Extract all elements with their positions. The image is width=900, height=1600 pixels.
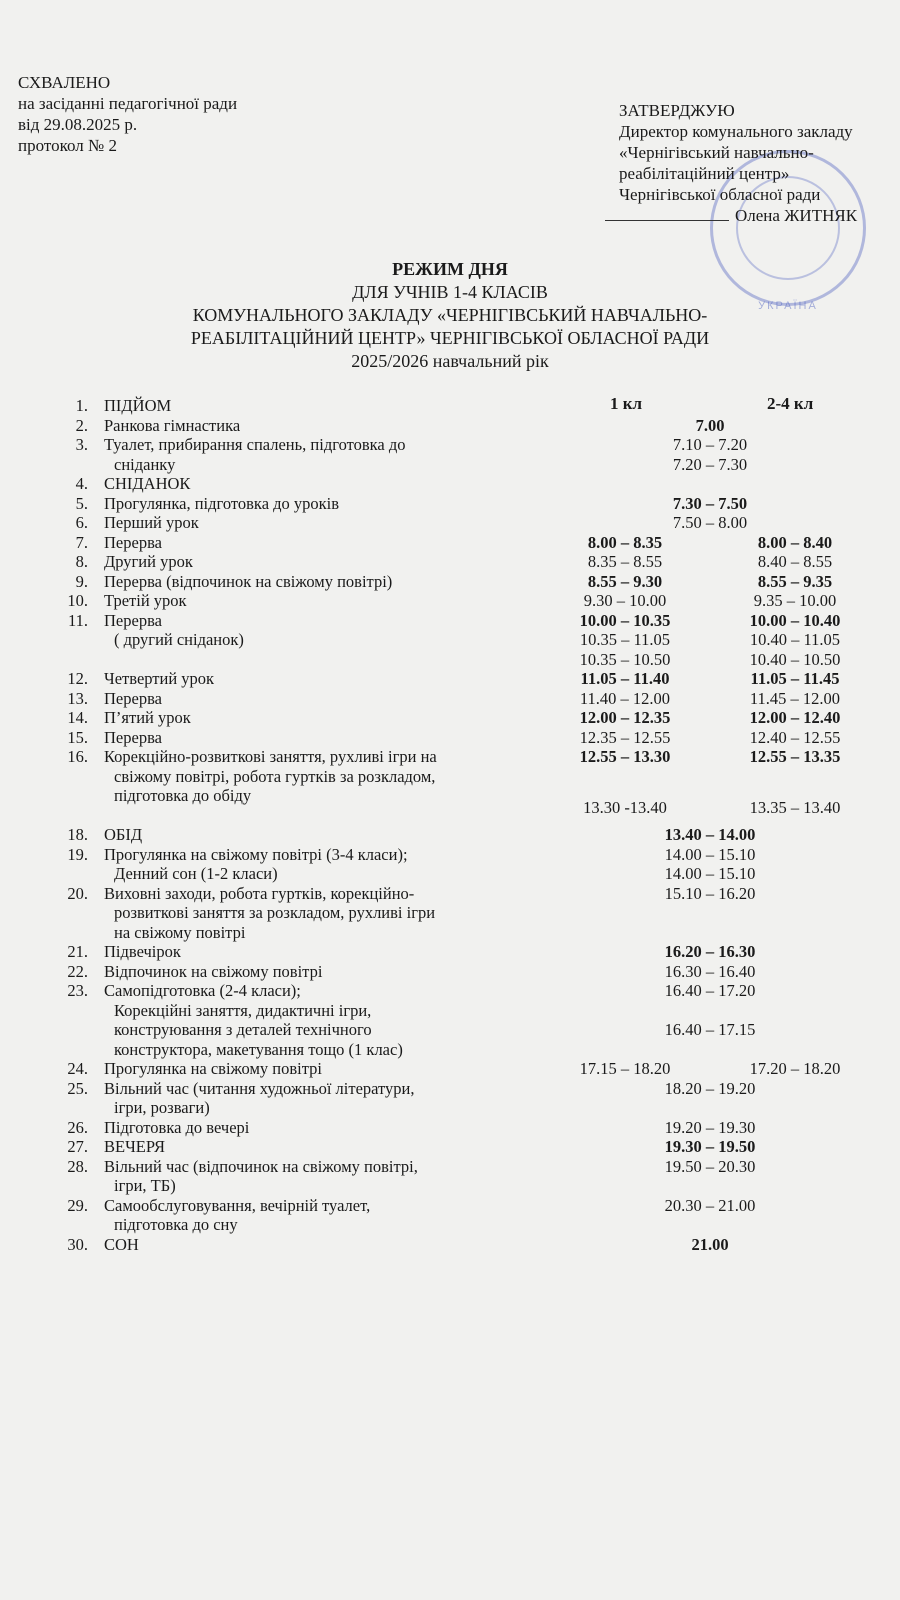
schedule-row — [0, 513, 900, 533]
activity-name — [104, 1196, 534, 1235]
row-number: 10. — [67, 591, 88, 610]
time-all-grades: 7.00 — [695, 415, 725, 435]
activity-line: СОН — [104, 1234, 139, 1254]
activity-line: Ранкова гімнастика — [104, 415, 241, 435]
time-all-grades: 16.30 – 16.40 — [664, 961, 756, 981]
activity-name — [104, 747, 534, 806]
time-grade-2-4: 12.55 – 13.35 — [749, 747, 841, 766]
activity-line: Перерва — [104, 727, 162, 747]
title-line: РЕАБІЛІТАЦІЙНИЙ ЦЕНТР» ЧЕРНІГІВСЬКОЇ ОБЛАСНОЇ РАДИ — [190, 328, 710, 348]
activity-line: конструктора, макетування тощо (1 клас) — [114, 1039, 403, 1059]
schedule-row — [0, 435, 900, 474]
time-grade-1: 13.30 -13.40 — [583, 797, 667, 817]
row-number: 5. — [75, 493, 88, 513]
approval-line: від 29.08.2025 р. — [18, 115, 138, 134]
activity-line: підготовка до сну — [114, 1215, 238, 1234]
schedule-row — [0, 533, 900, 553]
time-grade-2-4: 17.20 – 18.20 — [749, 1059, 841, 1078]
schedule-row — [0, 416, 900, 436]
activity-name — [104, 474, 534, 494]
activity-line: Перерва — [104, 532, 162, 552]
activity-name — [104, 981, 534, 1059]
activity-name — [104, 494, 534, 514]
time-grade-2-4: 8.00 – 8.40 — [757, 532, 833, 552]
schedule-row — [0, 1157, 900, 1196]
activity-line: підготовка до обіду — [114, 786, 252, 805]
activity-line: Прогулянка на свіжому повітрі — [104, 1059, 322, 1078]
activity-line: Самообслуговування, вечірній туалет, — [104, 1195, 371, 1215]
activity-name — [104, 1079, 534, 1118]
time-grade-1: 8.55 – 9.30 — [587, 571, 663, 591]
activity-name — [104, 689, 534, 709]
signer-name: Олена ЖИТНЯК — [735, 206, 858, 225]
activity-line: конструювання з деталей технічного — [114, 1020, 372, 1039]
time-all-grades: 16.40 – 17.20 — [664, 981, 756, 1000]
time-all-grades: 14.00 – 15.10 — [664, 864, 756, 883]
schedule-row — [0, 1196, 900, 1235]
activity-line: Денний сон (1-2 класи) — [114, 864, 278, 883]
time-grade-2-4: 11.05 – 11.45 — [750, 669, 840, 688]
activity-line: Прогулянка на свіжому повітрі (3-4 класи); — [104, 844, 408, 864]
time-grade-1: 9.30 – 10.00 — [583, 591, 667, 610]
row-number: 19. — [67, 844, 88, 864]
schedule-row — [0, 1079, 900, 1118]
row-number: 7. — [75, 532, 88, 552]
row-number: 9. — [75, 571, 88, 591]
time-grade-1: 11.05 – 11.40 — [580, 669, 670, 688]
activity-line: ОБІД — [104, 825, 143, 844]
activity-line: Вільний час (відпочинок на свіжому повітрі, — [104, 1156, 418, 1176]
time-grade-2-4: 10.40 – 11.05 — [749, 630, 841, 649]
title-main: РЕЖИМ ДНЯ — [392, 259, 508, 279]
time-grade-2-4: 8.55 – 9.35 — [757, 571, 833, 591]
title-line: ДЛЯ УЧНІВ 1-4 КЛАСІВ — [352, 282, 548, 302]
schedule-row — [0, 396, 900, 416]
schedule-row — [0, 728, 900, 748]
schedule-row — [0, 552, 900, 572]
activity-name — [104, 416, 534, 436]
activity-line: Перерва (відпочинок на свіжому повітрі) — [104, 571, 393, 591]
activity-line: Підвечірок — [104, 942, 181, 961]
activity-line: ПІДЙОМ — [104, 396, 172, 415]
time-grade-2-4: 12.40 – 12.55 — [749, 727, 841, 747]
row-number: 28. — [67, 1156, 88, 1176]
activity-line: Виховні заходи, робота гуртків, корекційно- — [104, 883, 415, 903]
activity-name — [104, 572, 534, 592]
schedule-row — [0, 747, 900, 825]
confirmation-heading: ЗАТВЕРДЖУЮ — [619, 101, 735, 120]
row-number: 29. — [67, 1195, 88, 1215]
confirmation-line: Чернігівської обласної ради — [619, 185, 821, 204]
row-number: 13. — [67, 688, 88, 708]
time-all-grades: 20.30 – 21.00 — [664, 1195, 756, 1215]
schedule-row — [0, 1118, 900, 1138]
time-grade-2-4: 12.00 – 12.40 — [749, 708, 841, 727]
time-grade-1: 17.15 – 18.20 — [579, 1059, 671, 1078]
time-all-grades: 13.40 – 14.00 — [664, 825, 756, 844]
schedule-row — [0, 1059, 900, 1079]
row-number: 12. — [67, 669, 88, 688]
activity-name — [104, 1059, 534, 1079]
time-all-grades: 15.10 – 16.20 — [664, 883, 756, 903]
time-all-grades: 16.20 – 16.30 — [664, 942, 756, 961]
time-all-grades: 7.10 – 7.20 — [672, 435, 748, 454]
activity-line: Туалет, прибирання спалень, підготовка до — [104, 435, 406, 454]
schedule-row — [0, 845, 900, 884]
row-number: 23. — [67, 981, 88, 1000]
row-number: 4. — [75, 474, 88, 493]
time-all-grades: 14.00 – 15.10 — [664, 844, 756, 864]
activity-name — [104, 591, 534, 611]
activity-line: свіжому повітрі, робота гуртків за розкладом, — [114, 766, 436, 786]
schedule-row — [0, 669, 900, 689]
activity-name — [104, 942, 534, 962]
time-grade-2-4: 10.40 – 10.50 — [749, 649, 841, 669]
activity-name — [104, 552, 534, 572]
time-grade-2-4: 13.35 – 13.40 — [749, 797, 841, 817]
row-number: 15. — [67, 727, 88, 747]
activity-line: СНІДАНОК — [104, 474, 191, 493]
schedule-row — [0, 572, 900, 592]
signature-row — [605, 205, 857, 226]
row-number: 11. — [67, 610, 88, 630]
time-all-grades: 19.50 – 20.30 — [664, 1156, 756, 1176]
time-grade-1: 12.35 – 12.55 — [579, 727, 671, 747]
time-grade-2-4: 11.45 – 12.00 — [749, 688, 841, 708]
activity-line: Вільний час (читання художньої літератури, — [104, 1078, 415, 1098]
activity-line: ігри, ТБ) — [114, 1176, 176, 1195]
activity-line: Підготовка до вечері — [104, 1117, 250, 1137]
time-all-grades: 21.00 — [691, 1234, 729, 1254]
activity-name — [104, 533, 534, 553]
activity-name — [104, 708, 534, 728]
row-number: 16. — [67, 747, 88, 766]
activity-line: П’ятий урок — [104, 708, 191, 727]
row-number: 26. — [67, 1117, 88, 1137]
row-number: 8. — [75, 552, 88, 571]
schedule-row — [0, 689, 900, 709]
time-all-grades: 19.30 – 19.50 — [664, 1137, 756, 1156]
schedule-row — [0, 474, 900, 494]
time-all-grades: 7.50 – 8.00 — [672, 513, 748, 532]
approval-line: на засіданні педагогічної ради — [18, 94, 238, 113]
activity-name — [104, 435, 534, 474]
activity-name — [104, 513, 534, 533]
activity-line: Перерва — [104, 610, 162, 630]
row-number: 2. — [75, 415, 88, 435]
time-grade-1: 10.00 – 10.35 — [579, 610, 671, 630]
column-header-grade-2-4: 2-4 кл — [767, 394, 814, 413]
time-grade-1: 11.40 – 12.00 — [579, 688, 671, 708]
row-number: 20. — [67, 883, 88, 903]
activity-line: Відпочинок на свіжому повітрі — [104, 961, 323, 981]
row-number: 14. — [67, 708, 88, 727]
row-number: 18. — [67, 825, 88, 844]
schedule-table — [0, 396, 900, 1254]
schedule-row — [0, 1137, 900, 1157]
schedule-row — [0, 591, 900, 611]
title-line: КОМУНАЛЬНОГО ЗАКЛАДУ «ЧЕРНІГІВСЬКИЙ НАВЧАЛЬНО- — [192, 305, 708, 325]
activity-name — [104, 962, 534, 982]
time-all-grades: 18.20 – 19.20 — [664, 1078, 756, 1098]
activity-name — [104, 728, 534, 748]
activity-line: сніданку — [114, 454, 176, 474]
schedule-row — [0, 1235, 900, 1255]
activity-line: Перерва — [104, 688, 162, 708]
time-grade-1: 8.35 – 8.55 — [587, 552, 663, 571]
row-number: 3. — [75, 435, 88, 454]
activity-line: розвиткові заняття за розкладом, рухливі ігри — [114, 903, 436, 922]
row-number: 30. — [67, 1234, 88, 1254]
row-number: 6. — [75, 513, 88, 532]
time-grade-1: 10.35 – 10.50 — [579, 649, 671, 669]
row-number: 27. — [67, 1137, 88, 1156]
activity-name — [104, 884, 534, 943]
row-number: 1. — [75, 396, 88, 415]
confirmation-line: Директор комунального закладу — [619, 122, 853, 141]
activity-line: Самопідготовка (2-4 класи); — [104, 981, 301, 1000]
title-line: 2025/2026 навчальний рік — [351, 351, 549, 371]
schedule-row — [0, 942, 900, 962]
activity-line: ( другий сніданок) — [114, 630, 244, 649]
signature-line — [605, 220, 729, 221]
row-number: 24. — [67, 1059, 88, 1078]
schedule-row — [0, 611, 900, 670]
activity-line: Корекційно-розвиткові заняття, рухливі ігри на — [104, 747, 437, 766]
schedule-row — [0, 884, 900, 943]
confirmation-block — [619, 100, 857, 226]
time-grade-1: 12.00 – 12.35 — [579, 708, 671, 727]
activity-line: Третій урок — [104, 591, 187, 610]
activity-line: Корекційні заняття, дидактичні ігри, — [114, 1000, 372, 1020]
activity-name — [104, 1118, 534, 1138]
confirmation-line: реабілітаційний центр» — [619, 164, 790, 183]
activity-name — [104, 1235, 534, 1255]
activity-name — [104, 669, 534, 689]
activity-line: Перший урок — [104, 513, 199, 532]
time-all-grades: 16.40 – 17.15 — [664, 1020, 756, 1039]
activity-name — [104, 1157, 534, 1196]
time-grade-2-4: 10.00 – 10.40 — [749, 610, 841, 630]
confirmation-line: «Чернігівський навчально- — [619, 143, 814, 162]
time-all-grades: 7.30 – 7.50 — [672, 493, 748, 513]
time-all-grades: 7.20 – 7.30 — [672, 454, 748, 474]
approval-heading: СХВАЛЕНО — [18, 73, 111, 92]
activity-name — [104, 845, 534, 884]
time-grade-1: 10.35 – 11.05 — [579, 630, 671, 649]
approval-line: протокол № 2 — [18, 136, 117, 155]
activity-line: ігри, розваги) — [114, 1098, 210, 1117]
activity-name — [104, 825, 534, 845]
schedule-row — [0, 981, 900, 1059]
approval-block — [18, 72, 237, 156]
schedule-row — [0, 494, 900, 514]
stamp-text: УКРАЇНА — [758, 300, 818, 312]
activity-line: Четвертий урок — [104, 669, 215, 688]
activity-line: Другий урок — [104, 552, 193, 571]
time-grade-2-4: 9.35 – 10.00 — [753, 591, 837, 610]
document-title — [0, 258, 900, 373]
row-number: 25. — [67, 1078, 88, 1098]
schedule-row — [0, 825, 900, 845]
schedule-row — [0, 708, 900, 728]
time-grade-2-4: 8.40 – 8.55 — [757, 552, 833, 571]
time-grade-1: 12.55 – 13.30 — [579, 747, 671, 766]
activity-name — [104, 611, 534, 650]
activity-name — [104, 396, 534, 416]
activity-line: Прогулянка, підготовка до уроків — [104, 493, 340, 513]
row-number: 21. — [67, 942, 88, 961]
time-all-grades: 19.20 – 19.30 — [664, 1117, 756, 1137]
schedule-row — [0, 962, 900, 982]
column-header-grade-1: 1 кл — [610, 394, 643, 413]
row-number: 22. — [67, 961, 88, 981]
time-grade-1: 8.00 – 8.35 — [587, 532, 663, 552]
activity-line: на свіжому повітрі — [114, 922, 246, 942]
activity-line: ВЕЧЕРЯ — [104, 1137, 166, 1156]
activity-name — [104, 1137, 534, 1157]
